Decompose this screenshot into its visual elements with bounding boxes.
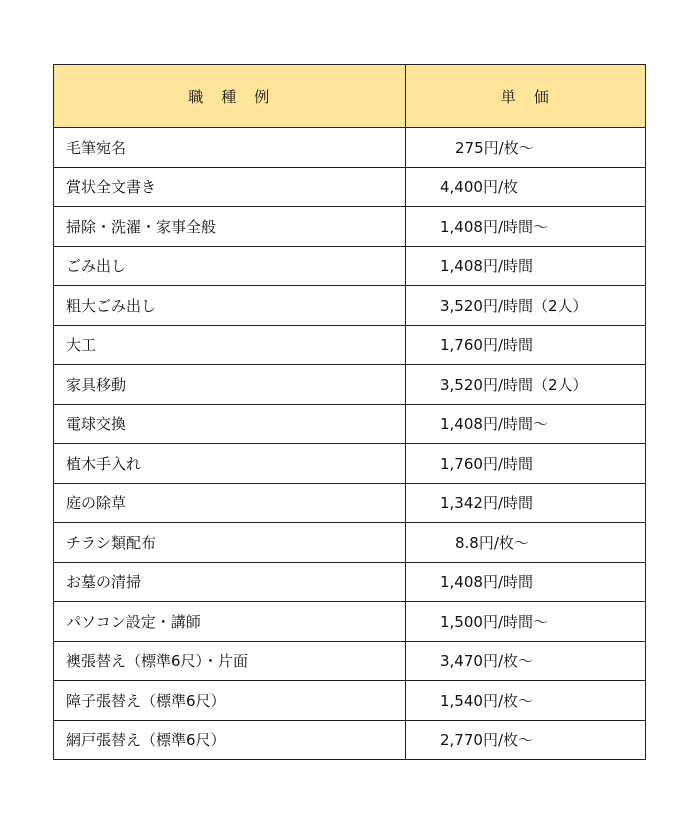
job-cell: ごみ出し (54, 246, 406, 286)
job-cell: お墓の清掃 (54, 562, 406, 602)
job-cell: 網戸張替え（標準6尺） (54, 720, 406, 760)
table-row (54, 641, 646, 681)
job-cell: 掃除・洗濯・家事全般 (54, 207, 406, 247)
price-cell: 2,770円/枚～ (406, 720, 646, 760)
price-cell: 3,520円/時間（2人） (406, 286, 646, 326)
job-cell: チラシ類配布 (54, 523, 406, 563)
table-row (54, 246, 646, 286)
job-cell: 植木手入れ (54, 444, 406, 484)
table-row (54, 681, 646, 721)
table-row (54, 404, 646, 444)
job-cell: 賞状全文書き (54, 167, 406, 207)
table-header-row (54, 65, 646, 128)
price-cell: 1,408円/時間 (406, 246, 646, 286)
price-cell: 1,408円/時間 (406, 562, 646, 602)
price-cell: 1,342円/時間 (406, 483, 646, 523)
job-cell: 障子張替え（標準6尺） (54, 681, 406, 721)
table-row (54, 720, 646, 760)
table-row (54, 286, 646, 326)
table-row (54, 207, 646, 247)
table-row (54, 562, 646, 602)
job-cell: 庭の除草 (54, 483, 406, 523)
job-cell: 家具移動 (54, 365, 406, 405)
table-row (54, 167, 646, 207)
table-row (54, 602, 646, 642)
job-cell: 電球交換 (54, 404, 406, 444)
job-cell: 毛筆宛名 (54, 128, 406, 168)
job-cell: 襖張替え（標準6尺）・片面 (54, 641, 406, 681)
price-cell: 275円/枚～ (406, 128, 646, 168)
price-cell: 1,408円/時間～ (406, 404, 646, 444)
price-cell: 4,400円/枚 (406, 167, 646, 207)
price-cell: 1,540円/枚～ (406, 681, 646, 721)
table-row (54, 325, 646, 365)
table-row (54, 128, 646, 168)
job-cell: パソコン設定・講師 (54, 602, 406, 642)
price-cell: 8.8円/枚～ (406, 523, 646, 563)
job-cell: 粗大ごみ出し (54, 286, 406, 326)
table-row (54, 483, 646, 523)
price-cell: 3,520円/時間（2人） (406, 365, 646, 405)
price-cell: 1,760円/時間 (406, 444, 646, 484)
price-cell: 1,500円/時間～ (406, 602, 646, 642)
job-column-header: 職 種 例 (54, 65, 406, 128)
table-row (54, 523, 646, 563)
table-row (54, 365, 646, 405)
price-cell: 3,470円/枚～ (406, 641, 646, 681)
table-row (54, 444, 646, 484)
price-column-header: 単 価 (406, 65, 646, 128)
price-cell: 1,760円/時間 (406, 325, 646, 365)
job-cell: 大工 (54, 325, 406, 365)
price-table (53, 64, 646, 760)
price-cell: 1,408円/時間～ (406, 207, 646, 247)
